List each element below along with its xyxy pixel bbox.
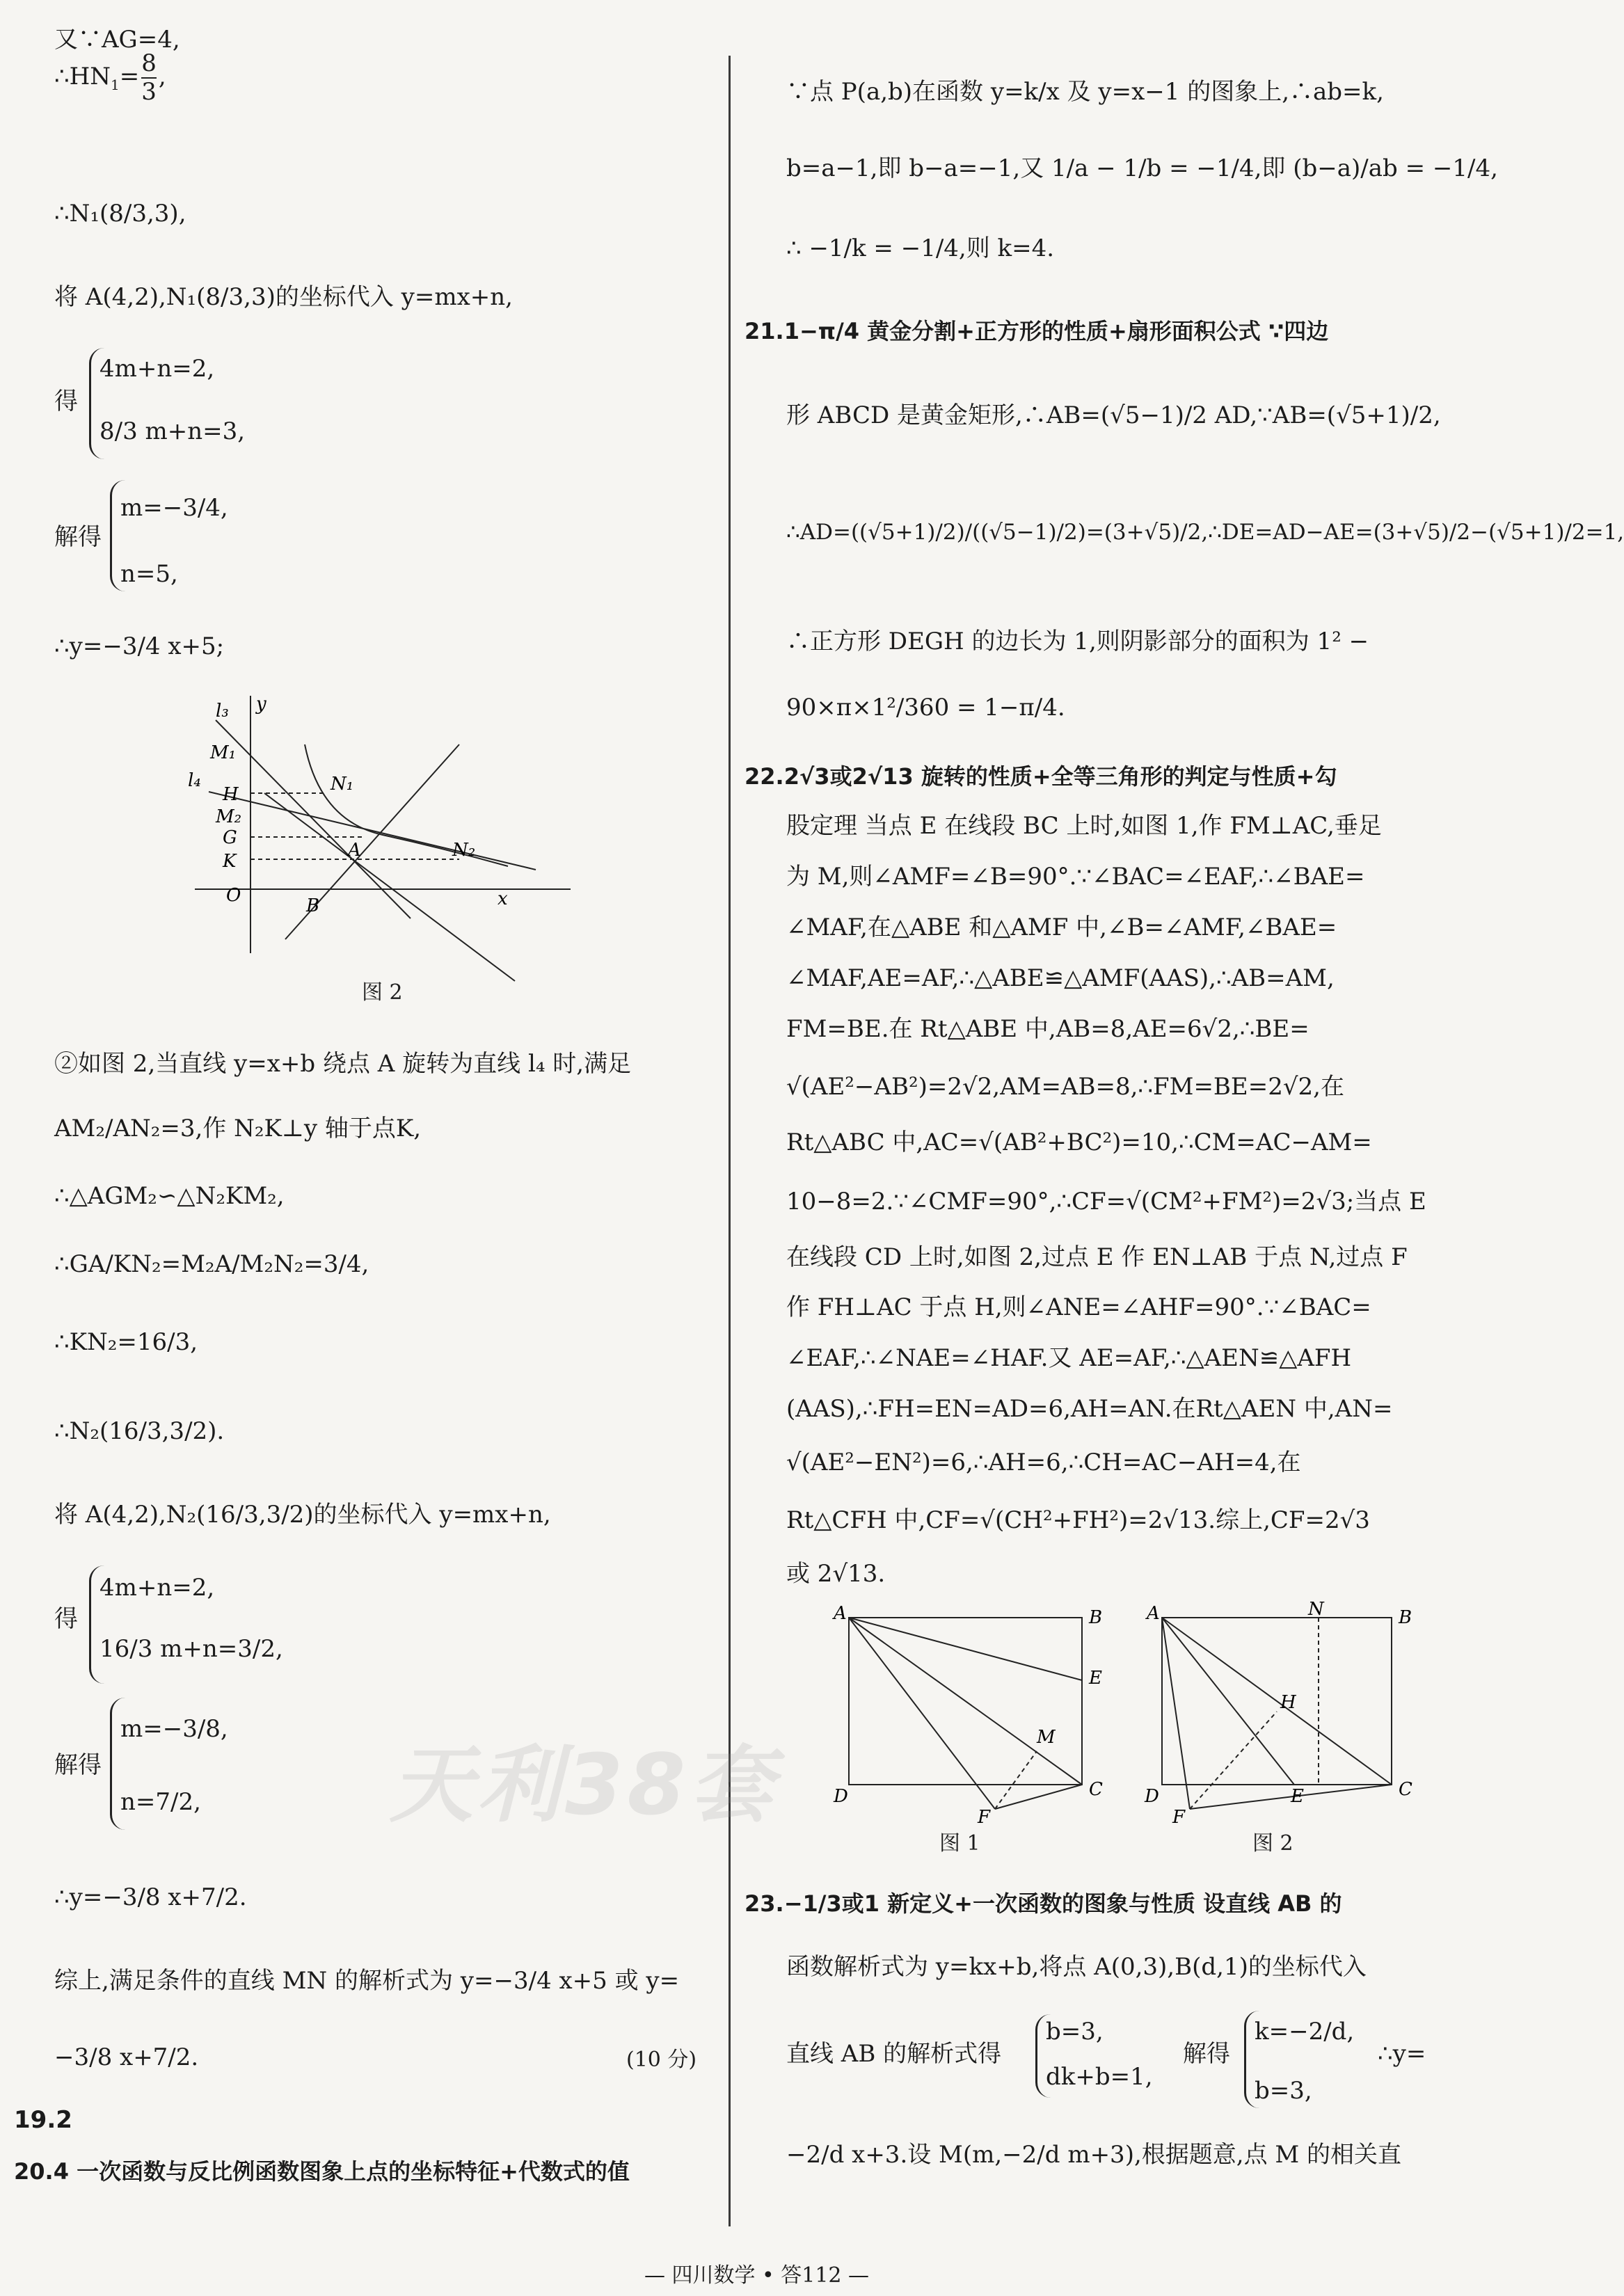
line: −2/d x+3.设 M(m,−2/d m+3),根据题意,点 M 的相关直 [786,2141,1401,2169]
solution-system [110,480,293,591]
label-N1: N₁ [331,774,354,795]
segment-FH [1190,1712,1277,1809]
segment-FM [995,1751,1037,1809]
line: AM₂/AN₂=3,作 N₂K⊥y 轴于点K, [54,1115,422,1142]
label-B: B [1399,1607,1412,1628]
line-l4 [209,792,536,870]
label-E: E [1291,1786,1304,1807]
equation: 8/3 m+n=3, [99,417,246,445]
line: (AAS),∴FH=EN=AD=6,AH=AN.在Rt△AEN 中,AN= [786,1395,1393,1423]
equation-system [1035,2014,1177,2098]
label-O: O [226,885,241,906]
line: 又∵AG=4, [54,26,180,54]
line: ∴KN₂=16/3, [54,1328,198,1356]
equation-system [89,348,300,459]
label-N: N [1308,1599,1324,1620]
label-M1: M₁ [210,742,237,763]
question-20-heading: 20.4 一次函数与反比例函数图象上点的坐标特征+代数式的值 [14,2158,630,2185]
equation: 16/3 m+n=3/2, [99,1635,283,1663]
line: Rt△CFH 中,CF=√(CH²+FH²)=2√13.综上,CF=2√3 [786,1506,1370,1534]
equation: b=3, [1046,2018,1104,2046]
solution-system [1244,2011,1371,2108]
line: 或 2√13. [786,1560,886,1588]
line: 形 ABCD 是黄金矩形,∴AB=(√5−1)/2 AD,∵AB=(√5+1)/2, [786,401,1441,429]
line: −3/8 x+7/2. [54,2043,199,2071]
diagonal-AC [849,1618,1082,1785]
line: 10−8=2.∵∠CMF=90°,∴CF=√(CM²+FM²)=2√3;当点 E [786,1188,1426,1215]
figure-caption: 图 1 [939,1831,980,1856]
line: b=a−1,即 b−a=−1,又 1/a − 1/b = −1/4,即 (b−a)/ab = −1/4, [786,154,1498,182]
label-y: y [256,694,266,715]
segment-FC [995,1785,1082,1809]
line: ∴ −1/k = −1/4,则 k=4. [786,234,1055,262]
label-A: A [348,840,361,861]
label: 得 [54,1605,78,1633]
line: ∴N₁(8/3,3), [54,200,186,228]
label-G: G [223,827,237,848]
label-M: M [1037,1727,1056,1748]
label-D: D [1145,1786,1159,1807]
line: ∠MAF,在△ABE 和△AMF 中,∠B=∠AMF,∠BAE= [786,914,1337,941]
line: $\therefore HN_1=$ $\frac{8}{3}$ , [54,49,166,106]
equation-system [89,1565,314,1684]
figure-1-rectangle [828,1604,1127,1847]
fraction [141,50,157,106]
line: √(AE²−AB²)=2√2,AM=AB=8,∴FM=BE=2√2,在 [786,1073,1344,1101]
label-x: x [497,888,508,909]
label-A: A [834,1603,847,1624]
label-l3: l₃ [216,701,229,722]
line: 综上,满足条件的直线 MN 的解析式为 y=−3/4 x+5 或 y= [54,1967,680,1995]
figure-caption: 图 2 [1252,1831,1293,1856]
line: ∵点 P(a,b)在函数 y=k/x 及 y=x−1 的图象上,∴ab=k, [786,78,1384,106]
label: 解得 [1183,2040,1230,2068]
line: 股定理 当点 E 在线段 BC 上时,如图 1,作 FM⊥AC,垂足 [786,812,1382,840]
equation: dk+b=1, [1046,2063,1153,2091]
question-22-heading: 22.2√3或2√13 旋转的性质+全等三角形的判定与性质+勾 [745,763,1337,790]
numerator: 8 [141,49,157,77]
figure-caption: 图 2 [362,980,403,1005]
equation: 4m+n=2, [99,355,215,383]
figure-2-rectangle [1134,1599,1454,1847]
line: ∴△AGM₂∽△N₂KM₂, [54,1182,285,1210]
text: ∴HN [54,63,111,91]
line: ∴y=−3/8 x+7/2. [54,1883,247,1911]
line: ∴GA/KN₂=M₂A/M₂N₂=3/4, [54,1250,369,1278]
question-21-heading: 21.1−π/4 黄金分割+正方形的性质+扇形面积公式 ∵四边 [745,318,1329,344]
equation: n=5, [120,560,178,588]
equation: k=−2/d, [1255,2018,1355,2046]
label: 解得 [54,1751,102,1779]
equation: n=7/2, [120,1788,201,1816]
page-footer: — 四川数学 • 答112 — [644,2263,870,2288]
line: 在线段 CD 上时,如图 2,过点 E 作 EN⊥AB 于点 N,过点 F [786,1243,1408,1271]
equation: m=−3/4, [120,494,228,522]
column-divider [729,56,731,2226]
label-M2: M₂ [216,806,242,827]
line: 函数解析式为 y=kx+b,将点 A(0,3),B(d,1)的坐标代入 [786,1953,1367,1981]
line: ∴N₂(16/3,3/2). [54,1417,225,1445]
label-K: K [223,851,237,872]
label: 得 [54,388,78,415]
segment-AF [1162,1618,1190,1809]
segment-AE [1162,1618,1294,1785]
line: ∴正方形 DEGH 的边长为 1,则阴影部分的面积为 1² − [786,628,1369,655]
label-D: D [834,1786,848,1807]
segment-AF [849,1618,995,1809]
hyperbola [305,744,508,866]
line: √(AE²−EN²)=6,∴AH=6,∴CH=AC−AH=4,在 [786,1449,1301,1476]
equation: 4m+n=2, [99,1574,215,1602]
equation: m=−3/8, [120,1715,228,1743]
label-B: B [1089,1607,1103,1628]
label: 解得 [54,523,102,551]
segment-AE [849,1618,1082,1680]
denominator: 3 [141,78,157,106]
solution-system [110,1698,293,1830]
label-E: E [1089,1668,1102,1689]
label-H: H [223,784,239,805]
line: Rt△ABC 中,AC=√(AB²+BC²)=10,∴CM=AC−AM= [786,1129,1372,1156]
line: ∠EAF,∴∠NAE=∠HAF.又 AE=AF,∴△AEN≌△AFH [786,1344,1352,1372]
score: (10 分) [626,2048,697,2072]
label-C: C [1089,1779,1103,1800]
line: 为 M,则∠AMF=∠B=90°.∵∠BAC=∠EAF,∴∠BAE= [786,863,1365,891]
line: ∠MAF,AE=AF,∴△ABE≌△AMF(AAS),∴AB=AM, [786,964,1335,992]
line: 直线 AB 的解析式得 [786,2040,1002,2068]
line: 作 FH⊥AC 于点 H,则∠ANE=∠AHF=90°.∵∠BAC= [786,1293,1371,1321]
label-F: F [978,1807,991,1828]
line: 将 A(4,2),N₁(8/3,3)的坐标代入 y=mx+n, [54,283,513,311]
label-H: H [1280,1692,1296,1713]
label-A: A [1147,1603,1160,1624]
figure-2-graph [181,689,591,960]
diagonal-AC [1162,1618,1392,1785]
question-23-heading: 23.−1/3或1 新定义+一次函数的图象与性质 设直线 AB 的 [745,1890,1342,1917]
label-C: C [1399,1779,1412,1800]
label-F: F [1172,1807,1186,1828]
line: 90×π×1²/360 = 1−π/4. [786,694,1065,722]
label-B: B [306,895,320,916]
line: ∴y=−3/4 x+5; [54,632,225,660]
line: ②如图 2,当直线 y=x+b 绕点 A 旋转为直线 l₄ 时,满足 [54,1050,632,1078]
line: ∴AD=((√5+1)/2)/((√5−1)/2)=(3+√5)/2,∴DE=AD−AE=(3+√5)/2−(√5+1)/2=1, [786,520,1624,545]
question-19: 19.2 [14,2106,72,2134]
line: 将 A(4,2),N₂(16/3,3/2)的坐标代入 y=mx+n, [54,1501,551,1529]
equation: b=3, [1255,2077,1312,2105]
line: ∴y= [1378,2040,1426,2068]
label-l4: l₄ [188,770,201,791]
line: FM=BE.在 Rt△ABE 中,AB=8,AE=6√2,∴BE= [786,1015,1309,1043]
watermark: 天利38套 [390,1737,777,1834]
label-N2: N₂ [452,840,476,861]
